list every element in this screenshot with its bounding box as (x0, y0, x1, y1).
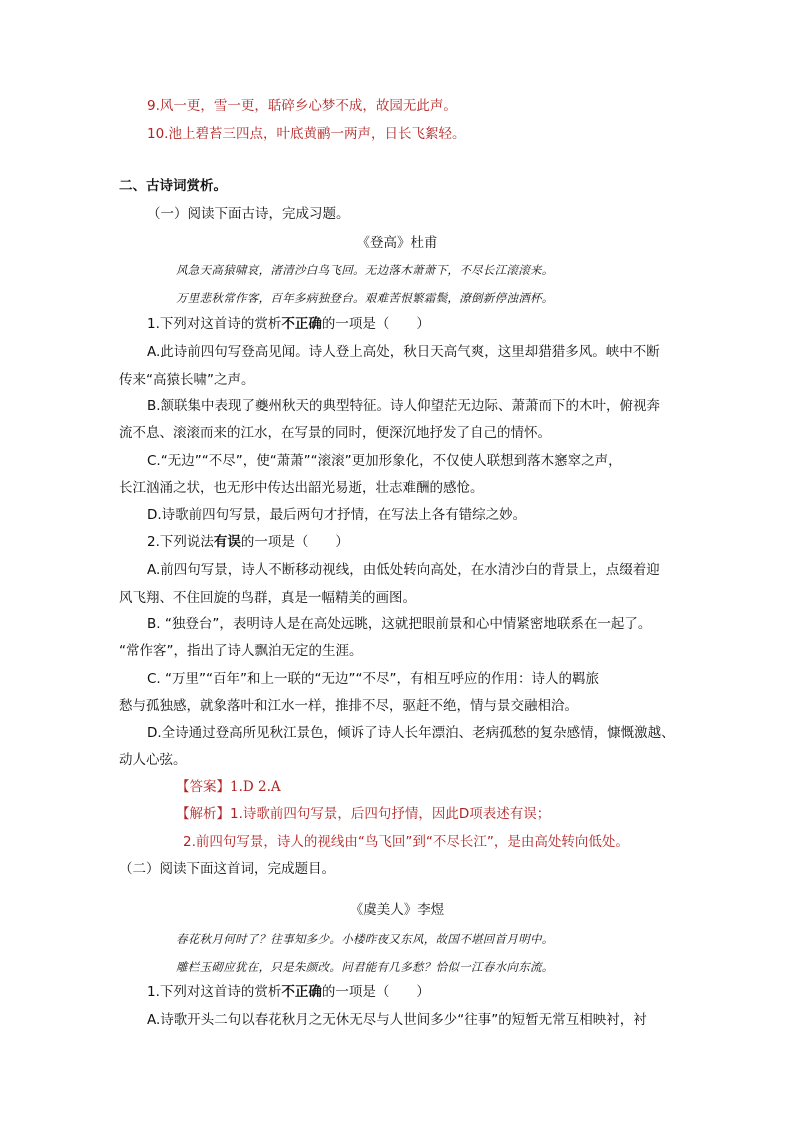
q1-option-a-line1: A.此诗前四句写登高见闻。诗人登上高处，秋日天高气爽，这里却猎猎多风。峡中不断 (147, 344, 660, 360)
part1-question-2 (147, 532, 349, 552)
q1-option-c-line2: 长江汹涌之状，也无形中传达出韶光易逝，壮志难酬的感怆。 (119, 480, 484, 496)
q2-option-a-line2: 风飞翔、不住回旋的鸟群，真是一幅精美的画图。 (119, 590, 416, 606)
part1-instruction: （一）阅读下面古诗，完成习题。 (147, 206, 350, 222)
q-emphasis: 有误 (213, 534, 241, 550)
q2-option-d-line2: 动人心弦。 (119, 752, 187, 768)
q2-option-c-line1: C. “万里”“百年”和上一联的“无边”“不尽”，有相互呼应的作用：诗人的羁旅 (147, 671, 599, 687)
q1-option-b-line1: B.颔联集中表现了夔州秋天的典型特征。诗人仰望茫无边际、萧萧而下的木叶，俯视奔 (147, 398, 661, 414)
q-text: 1.下列对这首诗的赏析 (147, 316, 282, 332)
part2-q1-option-a: A.诗歌开头二句以春花秋月之无休无尽与人世间多少“往事”的短暂无常互相映衬，衬 (147, 1012, 647, 1028)
poem2-line-1: 春花秋月何时了？往事知多少。小楼昨夜又东风，故国不堪回首月明中。 (176, 932, 554, 946)
q-text: 的一项是（ ） (321, 984, 430, 1000)
poetry-item-10: 10.池上碧苔三四点，叶底黄鹂一两声，日长飞絮轻。 (147, 126, 466, 142)
part1-question-1 (147, 314, 430, 334)
analysis-text-2: 2.前四句写景，诗人的视线由“鸟飞回”到“不尽长江”，是由高处转向低处。 (183, 834, 629, 850)
answer-text: 1.D 2.A (230, 779, 281, 795)
q2-option-b-line1: B. “独登台”，表明诗人是在高处远眺，这就把眼前景和心中情紧密地联系在一起了。 (147, 616, 652, 632)
q2-option-a-line1: A.前四句写景，诗人不断移动视线，由低处转向高处，在水清沙白的背景上，点缀着迎 (147, 562, 660, 578)
part2-instruction: （二）阅读下面这首词，完成题目。 (119, 861, 335, 877)
section-title: 二、古诗词赏析。 (119, 178, 227, 194)
analysis-label: 【解析】 (176, 806, 230, 822)
poem1-line-1: 风急天高猿啸哀，渚清沙白鸟飞回。无边落木萧萧下，不尽长江滚滚来。 (176, 263, 554, 277)
answer-label: 【答案】 (176, 779, 230, 795)
poem1-title: 《登高》杜甫 (356, 235, 438, 251)
q1-option-b-line2: 流不息、滚滚而来的江水，在写景的同时，便深沉地抒发了自己的情怀。 (119, 425, 551, 441)
q2-option-b-line2: “常作客”，指出了诗人飘泊无定的生涯。 (119, 643, 363, 659)
q1-option-c-line1: C.“无边”“不尽”，使“萧萧”“滚滚”更加形象化，不仅使人联想到落木窸窣之声， (147, 453, 622, 469)
q-text: 2.下列说法 (147, 534, 214, 550)
answer (176, 777, 281, 797)
q1-option-a-line2: 传来“高猿长啸”之声。 (119, 372, 255, 388)
q-emphasis: 不正确 (281, 316, 322, 332)
q-text: 的一项是（ ） (321, 316, 430, 332)
poem2-title: 《虞美人》李煜 (349, 902, 445, 918)
poem1-line-2: 万里悲秋常作客，百年多病独登台。艰难苦恨繁霜鬓，潦倒新停浊酒杯。 (176, 291, 554, 305)
q-emphasis: 不正确 (281, 984, 322, 1000)
q2-option-c-line2: 愁与孤独感，就象落叶和江水一样，推排不尽，驱赶不绝，情与景交融相洽。 (119, 698, 578, 714)
q2-option-d-line1: D.全诗通过登高所见秋江景色，倾诉了诗人长年漂泊、老病孤愁的复杂感情，慷慨激越、 (147, 725, 675, 741)
analysis (176, 804, 550, 824)
q-text: 的一项是（ ） (240, 534, 349, 550)
poem2-line-2: 雕栏玉砌应犹在，只是朱颜改。问君能有几多愁？恰似一江春水向东流。 (176, 960, 554, 974)
q-text: 1.下列对这首诗的赏析 (147, 984, 282, 1000)
q1-option-d: D.诗歌前四句写景，最后两句才抒情，在写法上各有错综之妙。 (147, 507, 527, 523)
poetry-item-9: 9.风一更，雪一更，聒碎乡心梦不成，故园无此声。 (147, 98, 457, 114)
analysis-text-1: 1.诗歌前四句写景，后四句抒情，因此D项表述有误； (230, 806, 551, 822)
part2-question-1 (147, 982, 430, 1002)
